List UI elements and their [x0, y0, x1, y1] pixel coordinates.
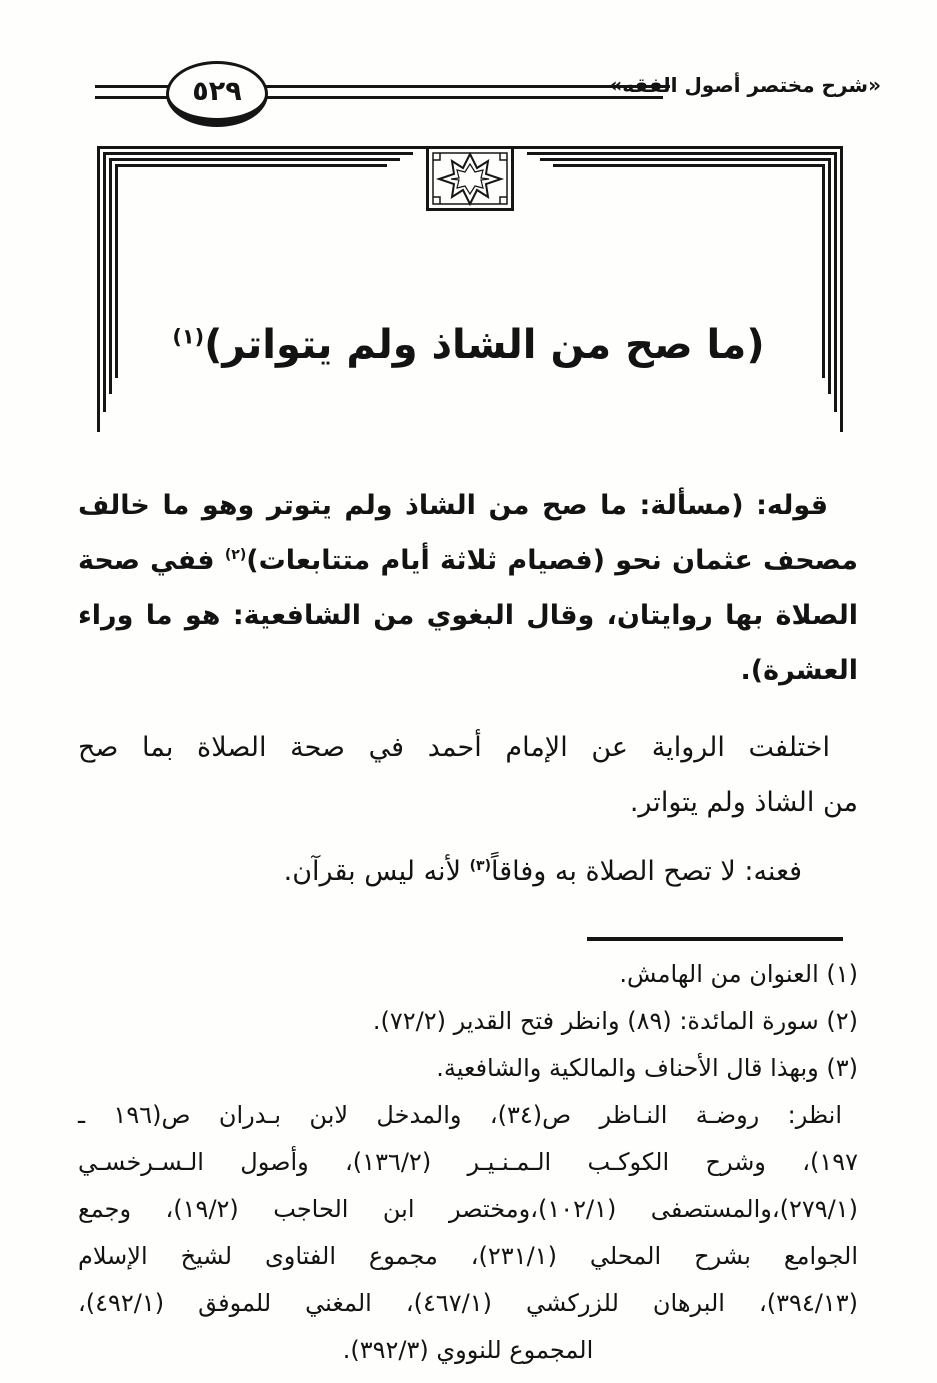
footnote-line: المجموع للنووي (٣٩٢/٣). — [342, 1336, 594, 1364]
paragraph-matn — [78, 478, 858, 698]
footnote-3: (٣) وبهذا قال الأحناف والمالكية والشافعية. — [436, 1054, 858, 1082]
footnote-line: ١٩٧)، وشرح الكوكـب الـمـنـيـر (١٣٦/٢)، وأصول الـسـرخسـي — [78, 1148, 858, 1176]
section-title-text: (ما صح من الشاذ ولم يتواتر) — [204, 322, 765, 368]
footnotes — [78, 951, 858, 1374]
frame-ornament-medallion — [428, 148, 513, 210]
body-line: قوله: (مسألة: ما صح من الشاذ ولم يتوتر وهو ما خالف — [78, 490, 828, 521]
section-title — [110, 302, 827, 388]
body-line-text: مصحف عثمان نحو (فصيام ثلاثة أيام متتابعات) — [246, 545, 858, 576]
footnote-line: (٢٧٩/١)،والمستصفى (١٠٢/١)،ومختصر ابن الحاجب (١٩/٢)، وجمع — [78, 1195, 859, 1223]
footnote-ref-3: (٣) — [469, 858, 491, 874]
body-text — [78, 478, 858, 899]
body-line-text: ففي صحة — [78, 545, 225, 576]
book-title: «شرح مختصر أصول الفقه» — [609, 73, 881, 97]
body-line-text: فعنه: لا تصح الصلاة به وفاقاً — [490, 856, 802, 887]
page-number-badge — [166, 61, 268, 127]
footnote-separator — [587, 937, 843, 941]
footnote-3-references — [78, 1092, 858, 1374]
body-line: اختلفت الرواية عن الإمام أحمد في صحة الصلاة بما صح — [78, 732, 830, 763]
body-line: من الشاذ ولم يتواتر. — [629, 787, 858, 818]
footnote-1: (١) العنوان من الهامش. — [619, 960, 858, 988]
header-rule-left-top — [95, 85, 170, 88]
footnote-2: (٢) سورة المائدة: (٨٩) وانظر فتح القدير (٧٢/٢). — [372, 1007, 858, 1035]
footnote-line: انظر: روضـة النـاظر ص(٣٤)، والمدخل لابن بـدران ص(١٩٦ ـ — [78, 1101, 843, 1129]
body-line: العشرة). — [740, 655, 858, 686]
body-line-text: لأنه ليس بقرآن. — [283, 856, 470, 887]
header-rule-left-bottom — [95, 96, 170, 99]
decorative-frame — [97, 146, 843, 434]
footnote-ref-2: (٢) — [224, 547, 247, 563]
section-title-footnote-ref: (١) — [172, 324, 205, 349]
footnote-line: (٣٩٤/١٣)، البرهان للزركشي (٤٦٧/١)، المغني للموفق (٤٩٢/١)، — [78, 1289, 858, 1317]
body-line: الصلاة بها روايتان، وقال البغوي من الشافعية: هو ما وراء — [78, 600, 858, 631]
paragraph-commentary-2 — [78, 844, 858, 899]
footnote-line: الجوامع بشرح المحلي (٢٣١/١)، مجموع الفتاوى لشيخ الإسلام — [78, 1242, 858, 1270]
page-number: ٥٢٩ — [192, 75, 242, 107]
body-line — [78, 844, 858, 899]
body-line — [78, 533, 858, 588]
paragraph-commentary-1 — [78, 720, 858, 830]
